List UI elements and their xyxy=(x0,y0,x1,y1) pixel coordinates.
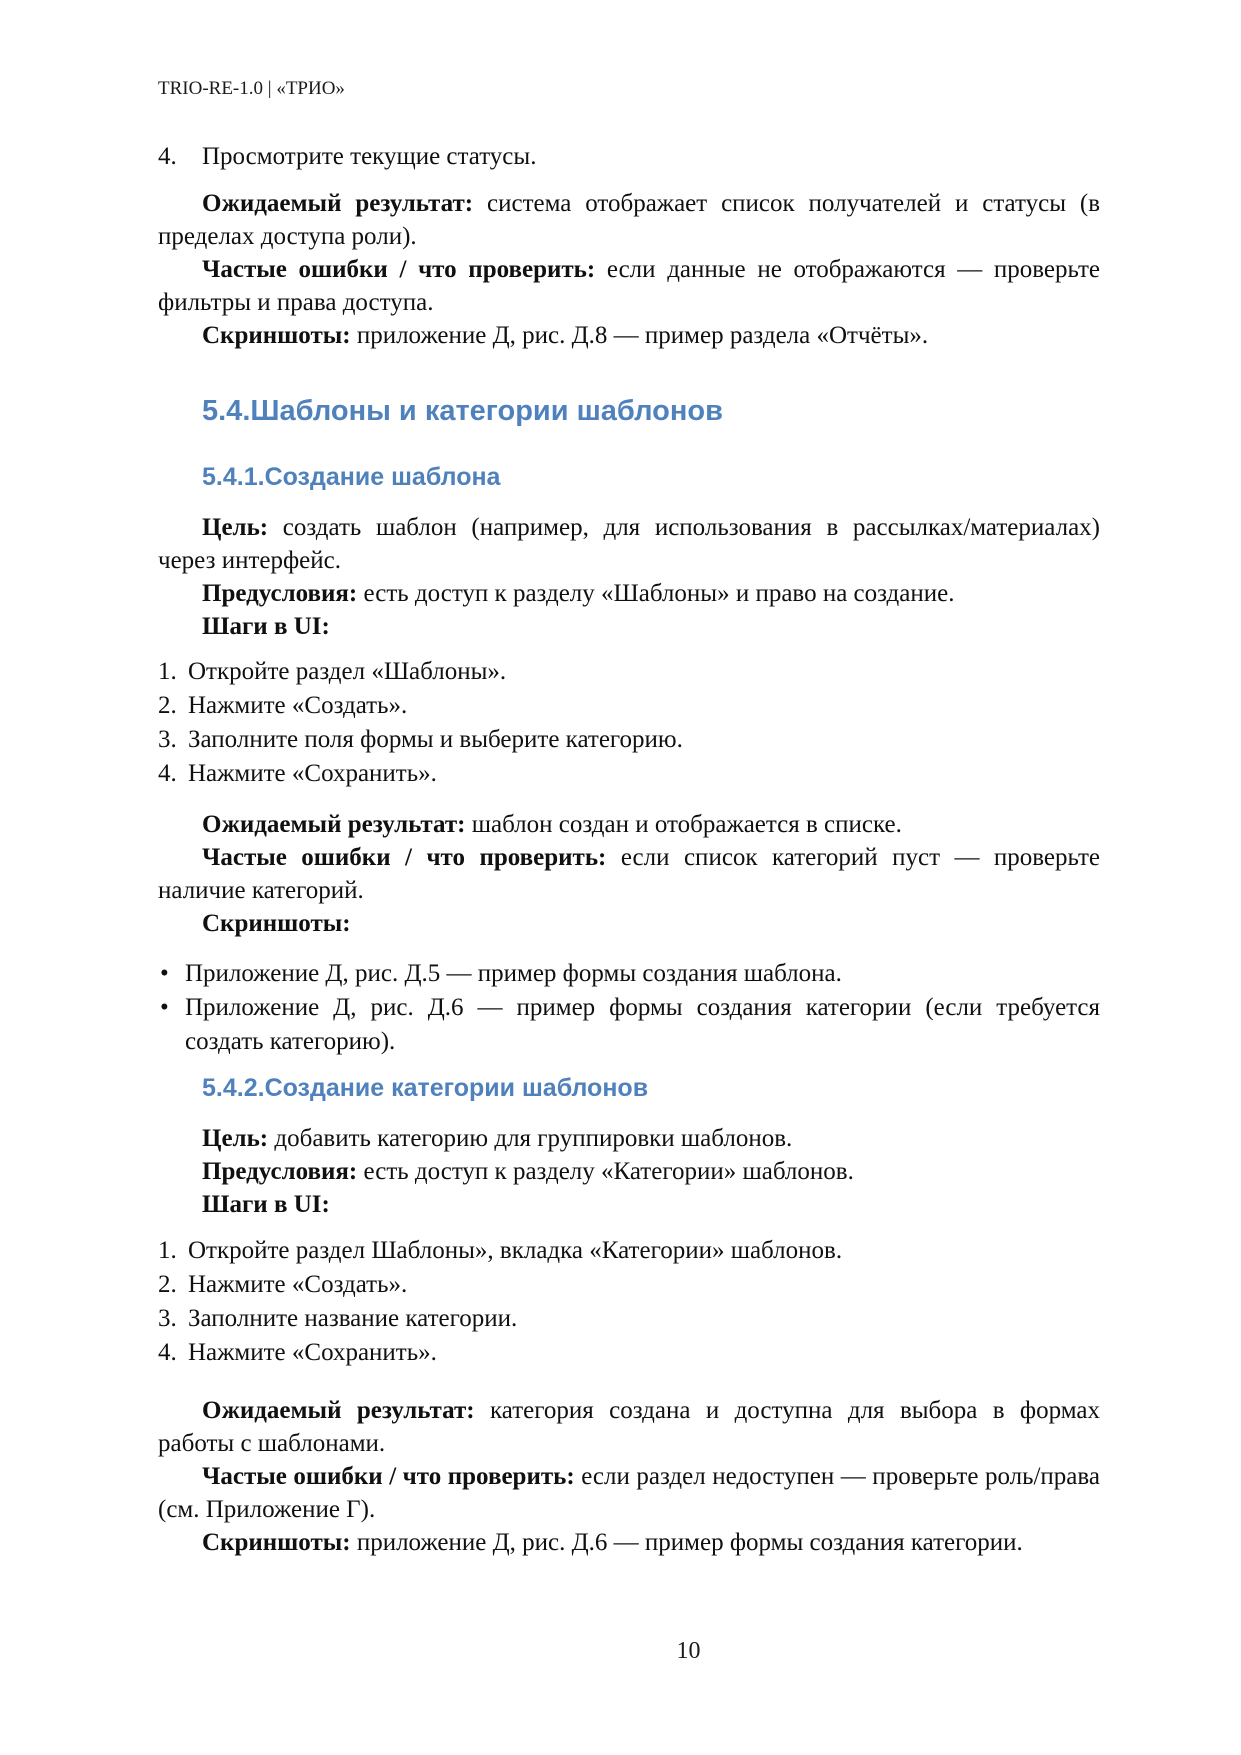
paragraph-text: есть доступ к разделу «Категории» шаблонов. xyxy=(357,1158,854,1185)
paragraph-goal xyxy=(158,1122,1100,1155)
list-item-text: Приложение Д, рис. Д.6 — пример формы создания категории (если требуется создать категорию). xyxy=(185,994,1100,1055)
paragraph-goal xyxy=(158,511,1100,577)
steps-list xyxy=(158,1234,1100,1370)
step-number: 3. xyxy=(158,726,177,753)
paragraph-lead: Частые ошибки / что проверить: xyxy=(202,256,596,283)
paragraph-text: система отображает список получателей и статусы (в пределах доступа роли). xyxy=(158,190,1101,250)
numbered-step xyxy=(158,689,1100,723)
step-text: Заполните название категории. xyxy=(188,1305,518,1332)
paragraph-text: категория создана и доступна для выбора в формах работы с шаблонами. xyxy=(158,1397,1100,1457)
numbered-step xyxy=(158,655,1100,689)
paragraph-text: если раздел недоступен — проверьте роль/права (см. Приложение Г). xyxy=(158,1463,1100,1523)
paragraph-lead: Скриншоты: xyxy=(202,322,351,349)
page-number-value: 10 xyxy=(676,1638,701,1664)
subsection-number: 5.4.2. xyxy=(202,1074,265,1102)
step-text: Нажмите «Сохранить». xyxy=(188,1339,437,1366)
page-number xyxy=(0,1638,1241,1664)
step-text: Нажмите «Создать». xyxy=(188,1271,408,1298)
paragraph-screenshots-label xyxy=(158,907,1100,940)
paragraph-lead: Ожидаемый результат: xyxy=(202,811,466,838)
paragraph-lead: Частые ошибки / что проверить: xyxy=(202,1463,575,1490)
step-text: Откройте раздел «Шаблоны». xyxy=(188,658,507,685)
subsection-heading xyxy=(158,1075,1100,1101)
paragraph-text: есть доступ к разделу «Шаблоны» и право на создание. xyxy=(357,580,955,607)
paragraph-lead: Шаги в UI: xyxy=(202,1191,330,1218)
paragraph-expected-result xyxy=(158,1394,1100,1460)
numbered-step xyxy=(158,723,1100,757)
paragraph-lead: Предусловия: xyxy=(202,580,358,607)
step-number: 4. xyxy=(158,143,177,170)
section-number: 5.4. xyxy=(202,395,251,427)
step-number: 2. xyxy=(158,1271,177,1298)
paragraph-text: приложение Д, рис. Д.8 — пример раздела «Отчёты». xyxy=(350,322,929,349)
paragraph-screenshots xyxy=(158,1526,1100,1559)
paragraph-lead: Шаги в UI: xyxy=(202,613,330,640)
step-number: 4. xyxy=(158,1339,177,1366)
step-number: 3. xyxy=(158,1305,177,1332)
paragraph-lead: Ожидаемый результат: xyxy=(202,190,474,217)
paragraph-text: приложение Д, рис. Д.6 — пример формы создания категории. xyxy=(350,1529,1023,1556)
paragraph-preconditions xyxy=(158,1155,1100,1188)
section-title: Шаблоны и категории шаблонов xyxy=(250,395,723,427)
step-text: Нажмите «Создать». xyxy=(188,692,408,719)
paragraph-common-errors xyxy=(158,841,1100,907)
page-header xyxy=(158,78,1100,100)
paragraph-text: если список категорий пуст — проверьте наличие категорий. xyxy=(158,844,1100,904)
screenshots-list xyxy=(158,957,1100,1059)
subsection-number: 5.4.1. xyxy=(202,463,265,491)
paragraph-text: добавить категорию для группировки шаблонов. xyxy=(268,1125,793,1152)
list-item-text: Приложение Д, рис. Д.5 — пример формы создания шаблона. xyxy=(185,960,842,987)
step-text: Просмотрите текущие статусы. xyxy=(202,143,537,170)
list-item xyxy=(158,957,1100,991)
list-item xyxy=(158,991,1100,1059)
paragraph-lead: Скриншоты: xyxy=(202,1529,351,1556)
subsection-title: Создание шаблона xyxy=(264,463,501,491)
paragraph-screenshots xyxy=(158,319,1100,352)
paragraph-steps-label xyxy=(158,610,1100,643)
numbered-step xyxy=(158,757,1100,791)
paragraph-text: если данные не отображаются — проверьте фильтры и права доступа. xyxy=(158,256,1100,316)
paragraph-lead: Предусловия: xyxy=(202,1158,358,1185)
subsection-title: Создание категории шаблонов xyxy=(264,1074,649,1102)
paragraph-common-errors xyxy=(158,253,1100,319)
paragraph-preconditions xyxy=(158,577,1100,610)
paragraph-lead: Цель: xyxy=(202,514,269,541)
paragraph-expected-result xyxy=(158,187,1100,253)
numbered-step xyxy=(158,1268,1100,1302)
document-id-label: TRIO-RE-1.0 | «ТРИО» xyxy=(158,78,345,99)
step-text: Нажмите «Сохранить». xyxy=(188,760,437,787)
paragraph-steps-label xyxy=(158,1188,1100,1221)
step-number: 1. xyxy=(158,658,177,685)
step-number: 1. xyxy=(158,1237,177,1264)
paragraph-text: шаблон создан и отображается в списке. xyxy=(465,811,902,838)
paragraph-common-errors xyxy=(158,1460,1100,1526)
numbered-step xyxy=(158,140,1100,173)
numbered-step xyxy=(158,1336,1100,1370)
step-text: Заполните поля формы и выберите категорию. xyxy=(188,726,683,753)
paragraph-lead: Цель: xyxy=(202,1125,269,1152)
paragraph-text: создать шаблон (например, для использования в рассылках/материалах) через интерфейс. xyxy=(158,514,1100,574)
step-number: 2. xyxy=(158,692,177,719)
numbered-step xyxy=(158,1234,1100,1268)
steps-list xyxy=(158,655,1100,791)
paragraph-lead: Частые ошибки / что проверить: xyxy=(202,844,607,871)
step-number: 4. xyxy=(158,760,177,787)
numbered-step xyxy=(158,1302,1100,1336)
step-text: Откройте раздел Шаблоны», вкладка «Категории» шаблонов. xyxy=(188,1237,843,1264)
subsection-heading xyxy=(158,464,1100,490)
paragraph-lead: Скриншоты: xyxy=(202,910,351,937)
paragraph-expected-result xyxy=(158,808,1100,841)
paragraph-lead: Ожидаемый результат: xyxy=(202,1397,475,1424)
section-heading xyxy=(158,396,1100,426)
